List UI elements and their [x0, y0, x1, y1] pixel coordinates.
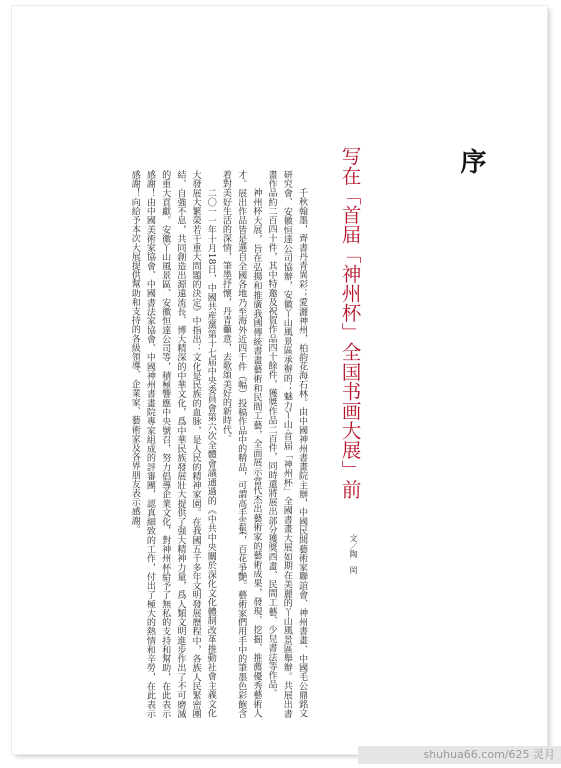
paragraph-1: 千秋翰墨，齊書丹青異彩；愛灑神州，柏韵花海石林。由中國神州書畫院主辦，中國民間藝術家聯誼會、神州書畫、中國毛公鼎銘文研究會、安徽恒達公司協辦，安徽丫山風景區承辦的；魅力丫山·首届「神州杯」全國書畫大展如期在美麗的丫山風景區舉辦。共展出書畫作品約二百四十件，其中特邀及祝賀作品四十餘件，獲獎作品二百件，同時還將展出部分獲獎西畫、民間工藝、少兒書法等作品。 — [266, 170, 307, 718]
author-byline: 文／陶 岡 — [349, 534, 358, 574]
document-title: 写在「首届「神州杯」全国书画大展」前 — [338, 146, 361, 499]
preface-heading: 序 — [456, 148, 486, 174]
body-text — [127, 170, 309, 718]
paragraph-2: 神州杯大展，旨在弘揚和推廣我國傳統書畫藝術和民間工藝，全面展示當代杰出藝術家的藝術成果，發現、挖掘、推薦優秀藝術人才。展出作品皆是選自全國各地乃至海外近四千件（幅）投稿作品中的精品，可謂高手雲集，百花爭艷。藝術家們用手中的筆墨色彩飽含着對美好生活的深情，筆墨抒懷，丹青籲意，去歌頌美好的新時代。 — [220, 170, 262, 718]
watermark-text: shuhua66.com/625 灵月 — [423, 748, 555, 761]
document-page — [12, 6, 547, 754]
watermark-bar — [358, 746, 561, 764]
paragraph-3: 二〇一一年十月18日，中國共産黨第十七届中央委員會第六次全體會議通過的《中共中央關於深化文化體制改革推動社會主義文化大發展大繁榮若干重大問題的決定》中指出：文化是民族的血脉，是人民的精神家園。在我國五千多年文明發展歷程中，各族人民緊密團結、自強不息，共同創造出源遠流長、博大精深的中華文化，爲中華民族發展壯大提供了强大精神力量，爲人類文明進步作出了不可磨滅的重大貢獻。安徽丫山風景區、安徽恒達公司等，積極響應中央號召，努力倡導企業文化，對神州杯給予了無私的支持和幫助，在此表示感謝！由中國美術家協會、中國書法家協會、中國神州書畫院專家組成的評審團，認真細致的工作，付出了極大的熱情和辛勞，在此表示感謝！向給予本次大展提供幫助和支持的各級領導、企業家、藝術家及各界朋友表示感謝。 — [129, 170, 216, 718]
